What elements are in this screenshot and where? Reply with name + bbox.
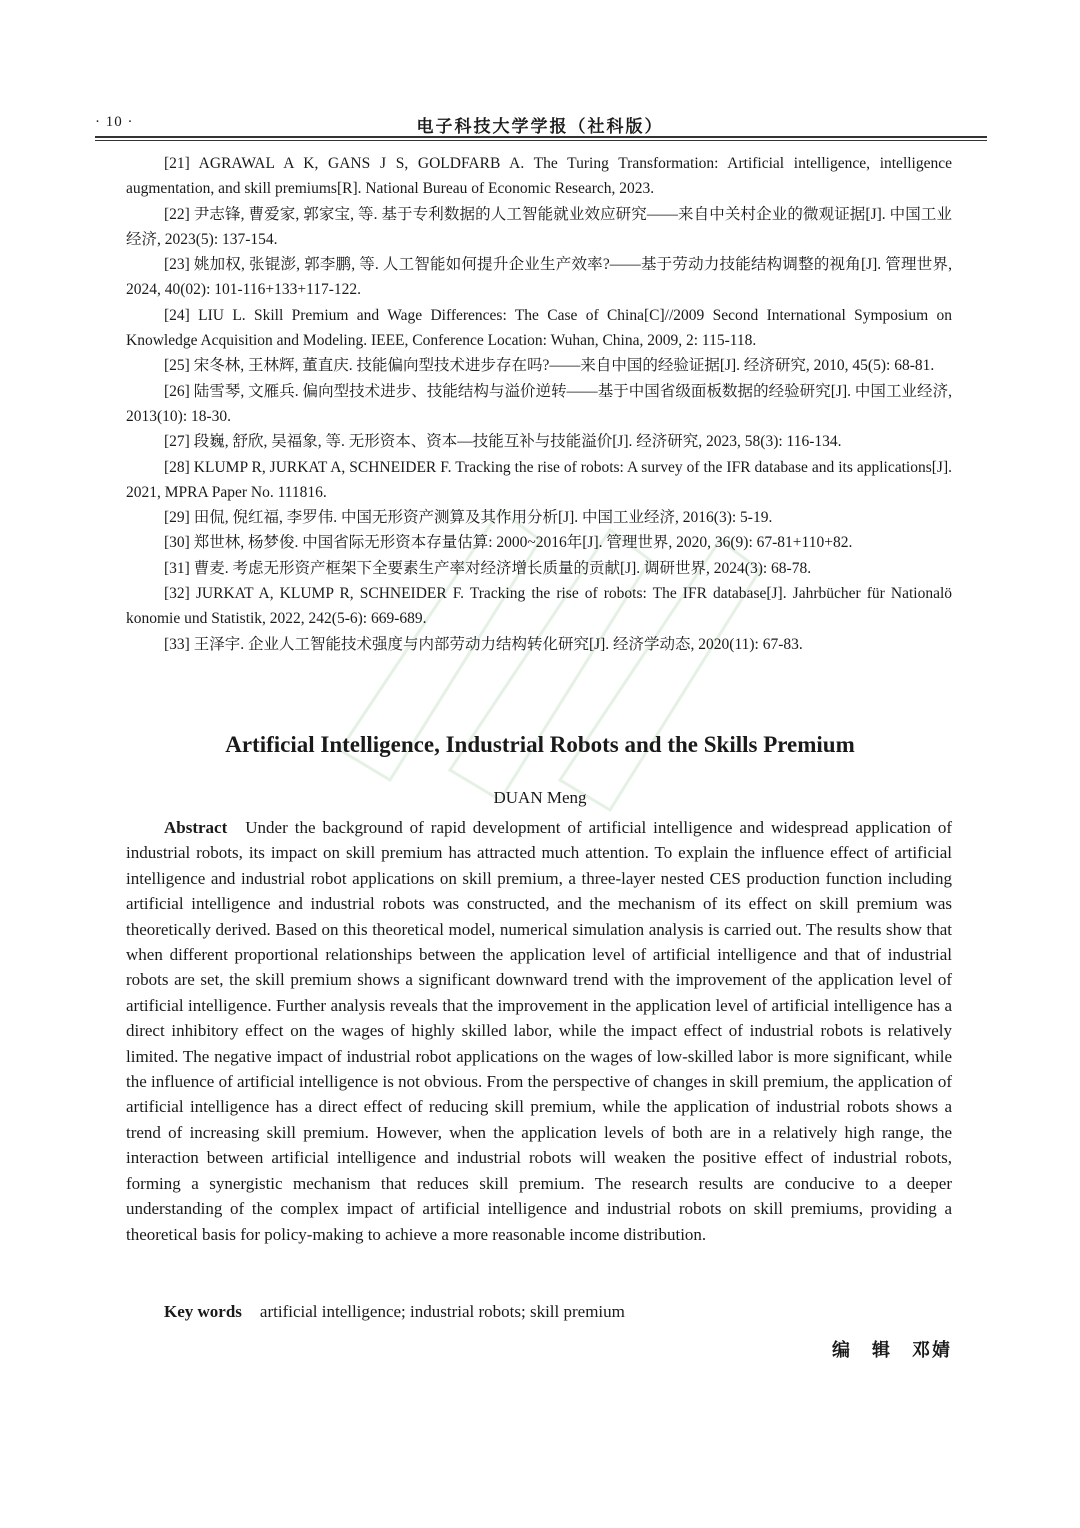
editor-credit: 编 辑 邓婧 — [832, 1340, 952, 1361]
reference-item: [27] 段巍, 舒欣, 吴福象, 等. 无形资本、资本—技能互补与技能溢价[J]. 经济研究, 2023, 58(3): 116-134. — [164, 433, 842, 451]
abstract-text: Under the background of rapid development of artificial intelligence and widespread application of industrial robots, its impact on skill premium has attracted much attention. To explain the influence effect of artificial intelligence and industrial robot applications on skill premium, a three-layer nested CES production function including artificial intelligence and industrial robots was constructed, and the mechanism of its effect on skill premium was theoretically derived. Based on this theoretical model, numerical simulation analysis is carried out. The results show that when different proportional relationships between the application level of artificial intelligence and that of industrial robots are set, the skill premium shows a significant downward trend with the improvement of the application level of artificial intelligence. Further analysis reveals that the improvement in the application level of artificial intelligence has a direct inhibitory effect on the wages of highly skilled labor, while the impact effect of industrial robots is relatively limited. The negative impact of industrial robot applications on the wages of low-skilled labor is more significant, while the influence of artificial intelligence is not obvious. From the perspective of changes in skill premium, the application of artificial intelligence has a direct effect of reducing skill premium, while the application of industrial robots shows a trend of increasing skill premium. However, when the application levels of both are in a relatively high range, the interaction between artificial intelligence and industrial robots will weaken the positive effect of industrial robots, forming a synergistic mechanism that reduces skill premium. The research results are conducive to a deeper understanding of the complex impact of artificial intelligence and industrial robots on skill premiums, providing a theoretical basis for policy-making to achieve a more reasonable income distribution. — [126, 818, 952, 1244]
reference-item: [25] 宋冬林, 王林辉, 董直庆. 技能偏向型技术进步存在吗?——来自中国的经验证据[J]. 经济研究, 2010, 45(5): 68-81. — [164, 357, 935, 375]
reference-item: [31] 曹麦. 考虑无形资产框架下全要素生产率对经济增长质量的贡献[J]. 调研世界, 2024(3): 68-78. — [164, 559, 812, 577]
reference-item: [23] 姚加权, 张锟澎, 郭李鹏, 等. 人工智能如何提升企业生产效率?——基于劳动力技能结构调整的视角[J]. 管理世界, 2024, 40(02): 101-116+133+117-122. — [126, 256, 952, 299]
reference-item: [24] LIU L. Skill Premium and Wage Differences: The Case of China[C]//2009 Second International Symposium on Knowledge Acquisition and Modeling. IEEE, Conference Location: Wuhan, China, 2009, 2: 115-118. — [126, 306, 952, 350]
keywords-label: Key words — [164, 1302, 242, 1321]
reference-item: [32] JURKAT A, KLUMP R, SCHNEIDER F. Tracking the rise of robots: The IFR database[J]. Jahrbücher für Nationalö konomie und Statistik, 2022, 242(5-6): 669-689. — [126, 585, 952, 628]
journal-title: 电子科技大学学报（社科版） — [416, 117, 664, 137]
reference-item: [29] 田侃, 倪红福, 李罗伟. 中国无形资产测算及其作用分析[J]. 中国工业经济, 2016(3): 5-19. — [164, 509, 773, 527]
abstract-paragraph — [126, 815, 952, 1247]
keywords-line — [126, 1299, 952, 1324]
article-title: Artificial Intelligence, Industrial Robots and the Skills Premium — [225, 732, 855, 757]
page-number: · 10 · — [95, 114, 134, 130]
header-rule-thick — [95, 136, 987, 138]
keywords-text: artificial intelligence; industrial robots; skill premium — [259, 1302, 625, 1321]
reference-item: [21] AGRAWAL A K, GANS J S, GOLDFARB A. The Turing Transformation: Artificial intelligence, intelligence augmentation, and skill premiums[R]. National Bureau of Economic Research, 2023. — [126, 155, 952, 198]
reference-list — [126, 151, 952, 657]
reference-item: [26] 陆雪琴, 文雁兵. 偏向型技术进步、技能结构与溢价逆转——基于中国省级面板数据的经验研究[J]. 中国工业经济, 2013(10): 18-30. — [126, 382, 952, 425]
reference-item: [28] KLUMP R, JURKAT A, SCHNEIDER F. Tracking the rise of robots: A survey of the IFR database and its applications[J]. 2021, MPRA Paper No. 111816. — [126, 458, 952, 501]
article-author: DUAN Meng — [493, 788, 587, 807]
reference-item: [33] 王泽宇. 企业人工智能技术强度与内部劳动力结构转化研究[J]. 经济学动态, 2020(11): 67-83. — [164, 635, 803, 653]
abstract-label: Abstract — [164, 818, 228, 837]
reference-item: [22] 尹志锋, 曹爱家, 郭家宝, 等. 基于专利数据的人工智能就业效应研究——来自中关村企业的微观证据[J]. 中国工业经济, 2023(5): 137-154. — [126, 205, 952, 248]
reference-item: [30] 郑世林, 杨梦俊. 中国省际无形资本存量估算: 2000~2016年[J]. 管理世界, 2020, 36(9): 67-81+110+82. — [164, 534, 853, 552]
header-rule-thin — [95, 140, 987, 141]
